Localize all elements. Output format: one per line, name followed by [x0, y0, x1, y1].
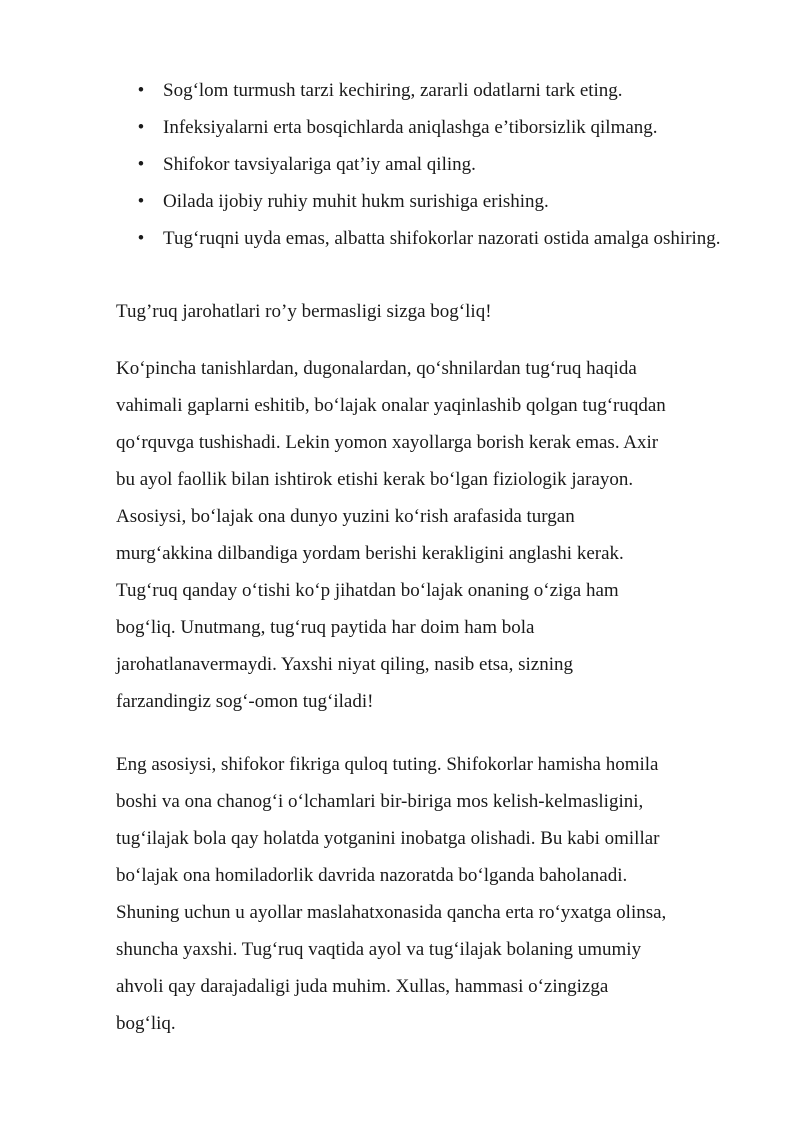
paragraph-line: bog‘liq. Unutmang, tug‘ruq paytida har doim ham bola — [116, 617, 535, 638]
list-item — [0, 220, 723, 257]
paragraph-line: vahimali gaplarni eshitib, bo‘lajak onalar yaqinlashib qolgan tug‘ruqdan — [116, 395, 666, 416]
paragraph-line: Ko‘pincha tanishlardan, dugonalardan, qo‘shnilardan tug‘ruq haqida — [116, 358, 637, 379]
list-item-text: Tug‘ruqni uyda emas, albatta shifokorlar nazorati ostida amalga oshiring. — [163, 228, 721, 249]
paragraph-line: jarohatlanavermaydi. Yaxshi niyat qiling, nasib etsa, sizning — [116, 654, 573, 675]
paragraph-line: Asosiysi, bo‘lajak ona dunyo yuzini ko‘rish arafasida turgan — [116, 506, 575, 527]
paragraph-line: shuncha yaxshi. Tug‘ruq vaqtida ayol va tug‘ilajak bolaning umumiy — [116, 939, 642, 960]
list-item-text: Oilada ijobiy ruhiy muhit hukm surishiga erishing. — [163, 191, 549, 212]
list-item — [0, 109, 723, 146]
paragraph-line: boshi va ona chanog‘i o‘lchamlari bir-biriga mos kelish-kelmasligini, — [116, 791, 644, 812]
list-item-text: Shifokor tavsiyalariga qat’iy amal qiling. — [163, 154, 476, 175]
paragraph-first — [116, 350, 756, 720]
paragraph-line: bo‘lajak ona homiladorlik davrida nazoratda bo‘lganda baholanadi. — [116, 865, 628, 886]
paragraph-line: bog‘liq. — [116, 1013, 176, 1034]
list-item — [0, 183, 723, 220]
recommendation-list — [0, 72, 800, 257]
list-item — [0, 72, 723, 109]
list-item-text: Sog‘lom turmush tarzi kechiring, zararli odatlarni tark eting. — [163, 80, 623, 101]
section-heading: Tug’ruq jarohatlari ro’y bermasligi sizga bog‘liq! — [116, 301, 492, 322]
paragraph-line: qo‘rquvga tushishadi. Lekin yomon xayollarga borish kerak emas. Axir — [116, 432, 659, 453]
list-item-text: Infeksiyalarni erta bosqichlarda aniqlashga e’tiborsizlik qilmang. — [163, 117, 658, 138]
paragraph-line: tug‘ilajak bola qay holatda yotganini inobatga olishadi. Bu kabi omillar — [116, 828, 660, 849]
paragraph-line: murg‘akkina dilbandiga yordam berishi kerakligini anglashi kerak. — [116, 543, 624, 564]
bullet-icon: • — [137, 154, 145, 175]
paragraph-second — [116, 746, 756, 1042]
list-item — [0, 146, 723, 183]
paragraph-line: bu ayol faollik bilan ishtirok etishi kerak bo‘lgan fiziologik jarayon. — [116, 469, 634, 490]
bullet-icon: • — [137, 80, 145, 101]
bullet-icon: • — [137, 228, 145, 249]
paragraph-line: farzandingiz sog‘-omon tug‘iladi! — [116, 691, 374, 712]
paragraph-line: Shuning uchun u ayollar maslahatxonasida qancha erta ro‘yxatga olinsa, — [116, 902, 667, 923]
bullet-icon: • — [137, 117, 145, 138]
paragraph-line: ahvoli qay darajadaligi juda muhim. Xullas, hammasi o‘zingizga — [116, 976, 609, 997]
bullet-icon: • — [137, 191, 145, 212]
paragraph-line: Eng asosiysi, shifokor fikriga quloq tuting. Shifokorlar hamisha homila — [116, 754, 659, 775]
paragraph-line: Tug‘ruq qanday o‘tishi ko‘p jihatdan bo‘lajak onaning o‘ziga ham — [116, 580, 619, 601]
